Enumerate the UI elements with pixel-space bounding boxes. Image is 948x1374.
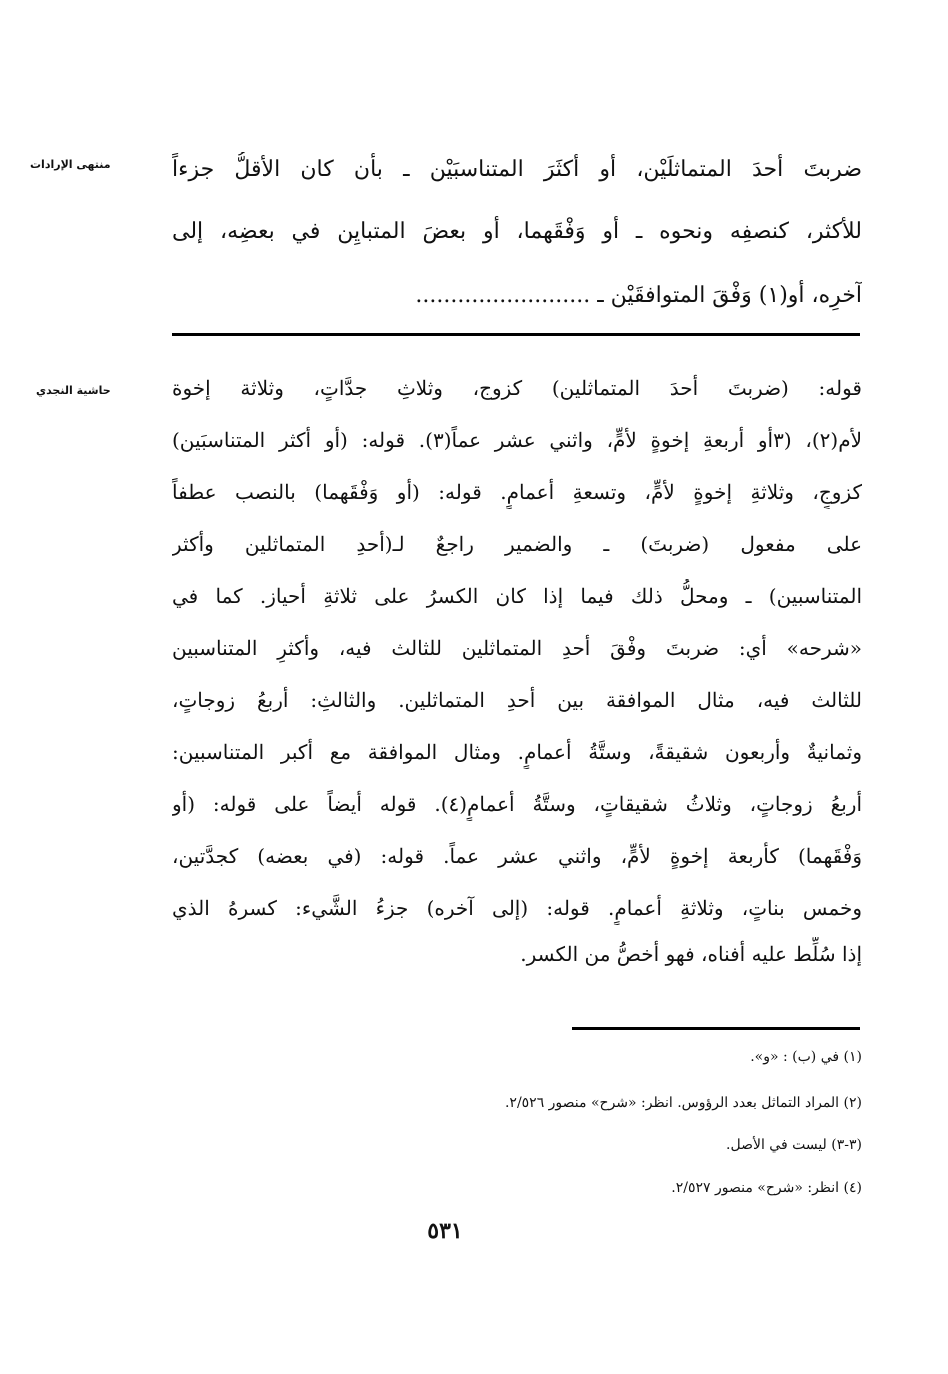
- footnote: (١) في (ب) : «و».: [750, 1049, 862, 1065]
- main-text-line: آخرِه، أو(١) وَفْقَ المتوافقَيْن ـ .........................: [415, 283, 862, 308]
- commentary-line: لأم(٢)، (٣أو أربعةِ إخوةٍ لأمٍّ، واثني عشر عماً(٣). قوله: (أو أكثر المتناسبَين): [172, 428, 862, 452]
- main-text-line: للأكثر، كنصفِه ونحوه ـ أو وَفْقَهما، أو بعضَ المتبايِن في بعضِه، إلى: [172, 219, 862, 244]
- main-text-line: ضربتَ أحدَ المتماثلَيْن، أو أكثَرَ المتناسبَيْن ـ بأن كان الأقلُّ جزءاً: [172, 157, 862, 182]
- commentary-line: وخمس بناتٍ، وثلاثةِ أعمامٍ. قوله: (إلى آخره) جزءُ الشَّيء: كسرهُ الذي: [172, 896, 862, 920]
- commentary-line: إذا سُلِّط عليه أفناه، فهو أخصُّ من الكسر.: [520, 942, 862, 966]
- footnote: (٣-٣) ليست في الأصل.: [726, 1137, 862, 1153]
- commentary-line: كزوجٍ، وثلاثةِ إخوةٍ لأمٍّ، وتسعةِ أعمامٍ. قوله: (أو وَفْقَهما) بالنصب عطفاً: [172, 480, 862, 504]
- page-number: ٥٣١: [427, 1218, 463, 1244]
- commentary-line: على مفعول (ضربتَ) ـ والضمير راجعٌ لـ(أحدِ المتماثلين وأكثر: [172, 532, 862, 556]
- section-divider: [172, 333, 860, 336]
- commentary-line: وثمانيةٌ وأربعون شقيقةً، وستَّةُ أعمامٍ. ومثال الموافقة مع أكبر المتناسبين:: [172, 740, 862, 764]
- commentary-line: للثالث فيه، مثال الموافقة بين أحدِ المتماثلين. والثالثِ: أربعُ زوجاتٍ،: [172, 688, 862, 712]
- commentary-line: أربعُ زوجاتٍ، وثلاثُ شقيقاتٍ، وستَّةُ أعمامٍ(٤). قوله أيضاً على قوله: (أو: [172, 792, 862, 816]
- commentary-line: قوله: (ضربتَ أحدَ المتماثلين) كزوج، وثلاثِ جدَّاتٍ، وثلاثة إخوة: [172, 376, 862, 400]
- commentary-line: المتناسبين) ـ ومحلُّ ذلك فيما إذا كان الكسرُ على ثلاثةِ أحياز. كما في: [172, 584, 862, 608]
- commentary-line: وَفْقَهما) كأربعة إخوةٍ لأمٍّ، واثني عشر عماً. قوله: (في بعضه) كجدَّتين،: [172, 844, 862, 868]
- side-label-top: منتهى الإرادات: [30, 158, 111, 171]
- side-label-bottom: حاشية النجدي: [36, 384, 111, 397]
- footnote: (٤) انظر: «شرح» منصور ٢/٥٢٧.: [671, 1180, 862, 1196]
- commentary-line: «شرحه» أي: ضربتَ وفْقَ أحدِ المتماثلين للثالث فيه، وأكثرِ المتناسبين: [172, 636, 862, 660]
- footnote-divider: [572, 1027, 860, 1030]
- footnote: (٢) المراد التماثل بعدد الرؤوس. انظر: «شرح» منصور ٢/٥٢٦.: [504, 1095, 862, 1111]
